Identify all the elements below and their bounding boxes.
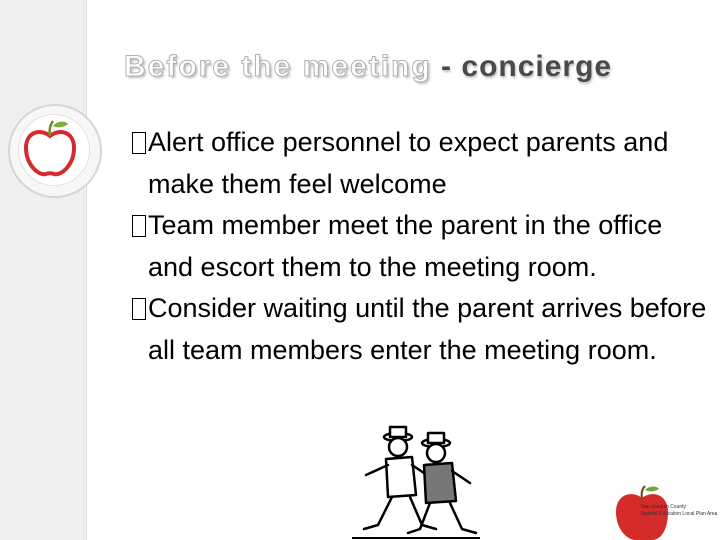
bullet-item: [132, 122, 707, 205]
bullet-text: Consider waiting until the parent arrives before all team members enter the meeting room.: [148, 293, 707, 365]
bullet-list: [132, 122, 707, 372]
walking-men-illustration: [352, 425, 480, 540]
bullet-marker-icon: [132, 215, 146, 237]
slide-title: [124, 47, 714, 87]
bullet-item: [132, 205, 707, 288]
band-divider: [83, 0, 84, 540]
corner-logo-line: Special Education Local Plan Area: [641, 511, 718, 517]
title-solid-text: - concierge: [431, 50, 613, 83]
corner-logo-line: San Joaquin County: [641, 504, 687, 510]
band-divider: [86, 0, 87, 540]
corner-logo-caption: [641, 504, 719, 518]
bullet-item: [132, 288, 707, 371]
bullet-marker-icon: [132, 132, 146, 154]
bullet-text: Alert office personnel to expect parents and make them feel welcome: [148, 127, 669, 199]
left-decorative-band: [0, 0, 86, 540]
bullet-marker-icon: [132, 298, 146, 320]
apple-icon: [22, 118, 78, 178]
bullet-text: Team member meet the parent in the office and escort them to the meeting room.: [148, 210, 663, 282]
title-outlined-text: Before the meeting: [124, 50, 432, 83]
